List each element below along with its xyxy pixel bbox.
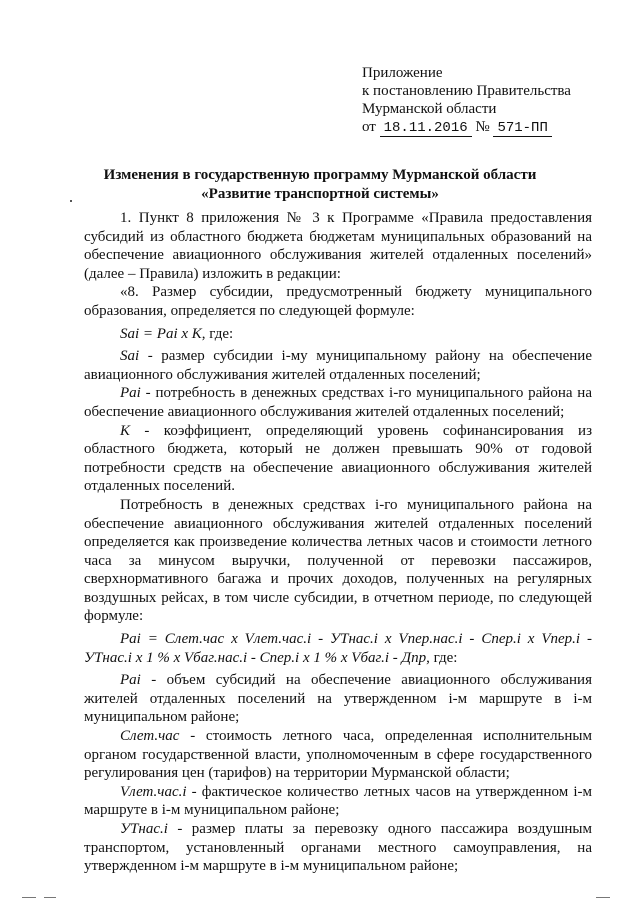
text-slet: - стоимость летного часа, определенная исполнительным органом государственной власти, уполномоченным в сфере государственного регулирования цен (тарифов) на территории Мурманской области;	[84, 728, 592, 782]
approval-line-2: к постановлению Правительства	[362, 83, 571, 99]
term-sai: Sai	[120, 348, 140, 365]
term-pai-2: Pai	[120, 672, 141, 689]
approval-line-3: Мурманской области	[362, 101, 497, 117]
approval-block	[362, 64, 622, 137]
formula-2-expr: Pai = Слет.час x Vлет.час.i - УТнас.i x Vпер.нас.i - Спер.i x Vпер.i - УТнас.i x 1 % x Vбаг.нас.i - Спер.i x 1 % x Vбаг.i - Дпр	[84, 631, 592, 666]
definition-sai	[84, 347, 592, 384]
definition-pai	[84, 384, 592, 421]
document-title	[0, 166, 640, 204]
term-pai: Pai	[120, 385, 141, 402]
footer-dash	[596, 897, 610, 898]
number-label: №	[475, 119, 490, 135]
approval-line-1: Приложение	[362, 65, 443, 81]
definition-vlet	[84, 783, 592, 820]
from-label: от	[362, 119, 376, 135]
term-vlet: Vлет.час.i	[120, 783, 187, 800]
text-pai: - потребность в денежных средствах i-го муниципального района на обеспечение авиационного обслуживания жителей отдаленных поселений;	[84, 385, 592, 420]
decree-number: 571-ПП	[493, 120, 551, 137]
formula-1-tail: , где:	[201, 325, 234, 342]
definition-k	[84, 422, 592, 496]
title-line-2: «Развитие транспортной системы»	[201, 186, 439, 202]
scan-footer-marks	[0, 897, 640, 903]
term-k: K	[120, 422, 131, 439]
term-slet: Слет.час	[120, 728, 180, 745]
decree-date: 18.11.2016	[380, 120, 472, 137]
document-body	[84, 209, 592, 876]
paragraph-3: Потребность в денежных средствах i-го муниципального района на обеспечение авиационного обслуживания жителей отдаленных поселений определяется как произведение количества летных часов и стоимости летного часа за минусом выручки, полученной от перевозки пассажиров, сверхнормативного багажа и прочих доходов, полученных на регулярных воздушных рейсах, в том числе субсидии, в отчетном периоде, по следующей формуле:	[84, 496, 592, 625]
text-k: - коэффициент, определяющий уровень софинансирования из областного бюджета, который не должен превышать 90% от годовой потребности средств на обеспечение авиационного обслуживания жителей отдаленных поселений.	[84, 422, 592, 495]
formula-2-tail: , где:	[426, 649, 458, 666]
footer-dash	[22, 897, 36, 898]
paragraph-2: «8. Размер субсидии, предусмотренный бюджету муниципального образования, определяется по следующей формуле:	[84, 284, 592, 319]
title-line-1: Изменения в государственную программу Мурманской области	[103, 167, 537, 183]
formula-1-expr: Sai = Pai x K	[120, 325, 202, 342]
approval-date-line	[362, 118, 622, 137]
scan-speck	[70, 200, 72, 202]
text-sai: - размер субсидии i-му муниципальному району на обеспечение авиационного обслуживания жителей отдаленных поселений;	[84, 348, 592, 383]
paragraph-1: 1. Пункт 8 приложения № 3 к Программе «Правила предоставления субсидий из областного бюджета бюджетам муниципальных образований на обеспечение авиационного обслуживания жителей отдаленных поселений» (далее – Правила) изложить в редакции:	[84, 210, 592, 282]
definition-ut	[84, 820, 592, 876]
definition-pai-2	[84, 671, 592, 727]
text-vlet: - фактическое количество летных часов на утвержденном i-м маршруте в i-м муниципальном районе;	[84, 783, 592, 819]
formula-2	[84, 630, 592, 667]
term-ut: УТнас.i	[120, 821, 168, 837]
text-pai-2: - объем субсидий на обеспечение авиационного обслуживания жителей отдаленных поселений на утвержденном i-м маршруте в i-м муниципальном районе;	[84, 672, 592, 726]
footer-dash	[44, 897, 56, 898]
text-ut: - размер платы за перевозку одного пассажира воздушным транспортом, установленный органами местного самоуправления, на утвержденном i-м маршруте в i-м муниципальном районе;	[84, 821, 592, 875]
definition-slet	[84, 727, 592, 783]
formula-1	[84, 325, 592, 344]
